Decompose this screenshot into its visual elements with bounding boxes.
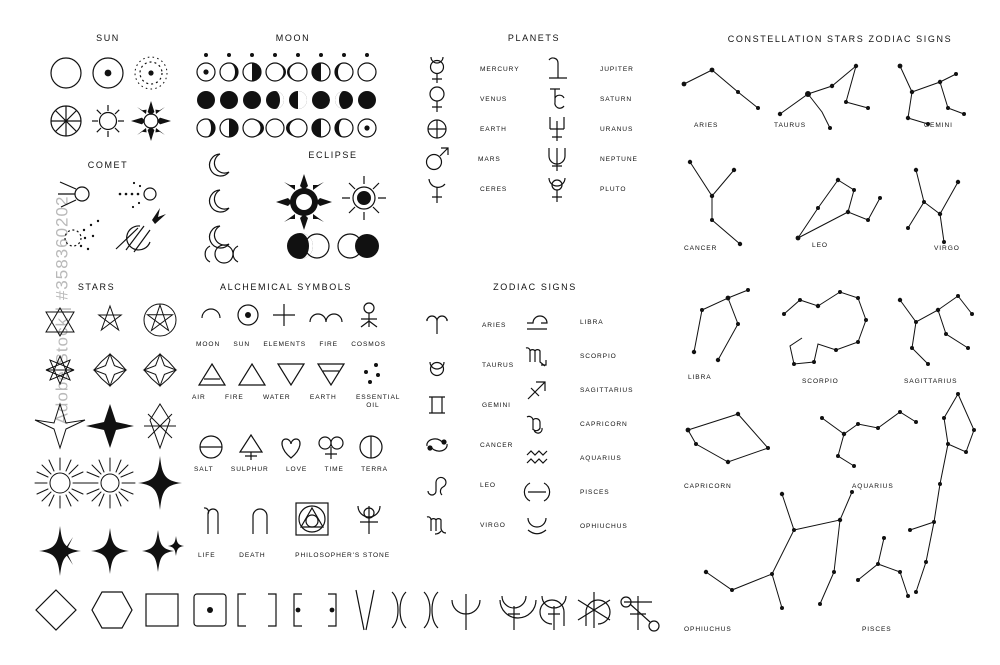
aries-glyph — [420, 314, 454, 336]
alchemical-item-life[interactable] — [200, 502, 226, 536]
planet-label: MARS — [478, 155, 501, 163]
section-title-comet: COMET — [87, 160, 129, 170]
zodiac-label: OPHIUCHUS — [580, 522, 628, 530]
sagittarius-glyph — [520, 378, 554, 402]
constellation-label-cancer: CANCER — [684, 245, 718, 252]
scorpio-glyph — [520, 344, 554, 368]
ceres-glyph — [420, 173, 454, 205]
label-air: AIR — [192, 394, 206, 401]
alchemical-row-3-labels — [194, 466, 388, 473]
alchemical-item-philosophers-stone[interactable] — [293, 500, 331, 538]
alchemical-item-elements[interactable] — [269, 300, 299, 330]
label-earth: EARTH — [309, 394, 337, 401]
constellation-label-gemini: GEMINI — [924, 122, 953, 129]
saturn-glyph — [540, 84, 574, 114]
zodiac-column-right — [520, 305, 633, 543]
label-cosmos: COSMOS — [351, 341, 386, 348]
alchemical-item-cosmos[interactable] — [352, 300, 386, 334]
alchemical-row-1 — [196, 300, 386, 334]
zodiac-virgo[interactable] — [420, 505, 514, 545]
label-time: TIME — [324, 466, 344, 473]
moon-phase-icons — [196, 50, 396, 140]
alchemical-row-4-labels — [198, 552, 390, 559]
zodiac-label: GEMINI — [482, 401, 511, 409]
planet-label: URANUS — [600, 125, 634, 133]
constellation-label-leo: LEO — [812, 242, 828, 249]
watermark: Adobe Stock | #358360202 — [52, 195, 72, 425]
zodiac-aquarius[interactable] — [520, 441, 633, 475]
comet-icons — [40, 176, 180, 256]
label-essential-oil: ESSENTIAL OIL — [355, 394, 401, 409]
constellation-label-ophiuchus: OPHIUCHUS — [684, 626, 732, 633]
planet-label: SATURN — [600, 95, 633, 103]
jupiter-glyph — [540, 54, 574, 84]
zodiac-label: SAGITTARIUS — [580, 386, 634, 394]
zodiac-label: LIBRA — [580, 318, 604, 326]
section-title-moon: MOON — [275, 33, 311, 43]
zodiac-label: PISCES — [580, 488, 610, 496]
label-death: DEATH — [239, 552, 266, 559]
leo-glyph — [420, 473, 454, 497]
zodiac-cancer[interactable] — [420, 425, 514, 465]
zodiac-aries[interactable] — [420, 305, 514, 345]
alchemical-item-fire-arcs[interactable] — [306, 300, 346, 330]
constellation-label-scorpio: SCORPIO — [802, 378, 839, 385]
planet-earth[interactable] — [420, 114, 520, 144]
section-title-zodiac: ZODIAC SIGNS — [493, 282, 577, 292]
pluto-glyph — [540, 173, 574, 205]
constellation-label-aries: ARIES — [694, 122, 719, 129]
zodiac-label: CANCER — [480, 441, 514, 449]
zodiac-taurus[interactable] — [420, 345, 514, 385]
alchemical-row-4 — [200, 500, 386, 538]
constellation-label-aquarius: AQUARIUS — [852, 483, 894, 490]
alchemical-row-3 — [196, 432, 386, 462]
zodiac-label: SCORPIO — [580, 352, 617, 360]
sun-icons — [44, 53, 174, 153]
label-philosophers-stone: PHILOSOPHER'S STONE — [295, 552, 390, 559]
zodiac-label: ARIES — [482, 321, 507, 329]
alchemical-row-1-labels — [196, 341, 386, 348]
label-terra: TERRA — [361, 466, 388, 473]
zodiac-label: CAPRICORN — [580, 420, 628, 428]
zodiac-label: LEO — [480, 481, 496, 489]
alchemical-item-love[interactable] — [276, 432, 306, 462]
zodiac-leo[interactable] — [420, 465, 514, 505]
constellation-label-sagittarius: SAGITTARIUS — [904, 378, 958, 385]
label-salt: SALT — [194, 466, 214, 473]
planet-label: PLUTO — [600, 185, 627, 193]
section-title-eclipse: ECLIPSE — [308, 150, 358, 160]
gemini-glyph — [420, 393, 454, 417]
label-fire: FIRE — [319, 341, 338, 348]
venus-glyph — [420, 84, 454, 114]
zodiac-pisces[interactable] — [520, 475, 633, 509]
mars-glyph — [420, 145, 454, 173]
bottom-glyph-strip-right — [490, 588, 670, 648]
alchemical-item-sulphur[interactable] — [236, 432, 266, 462]
planet-mercury[interactable] — [420, 54, 520, 84]
alchemical-item-sun[interactable] — [233, 300, 263, 330]
label-moon: MOON — [196, 341, 221, 348]
alchemical-item-air[interactable] — [196, 360, 228, 388]
planet-label: VENUS — [480, 95, 508, 103]
zodiac-scorpio[interactable] — [520, 339, 633, 373]
libra-glyph — [520, 311, 554, 333]
alchemical-item-terra[interactable] — [356, 432, 386, 462]
pisces-glyph — [520, 480, 554, 504]
section-title-stars: STARS — [77, 282, 116, 292]
alchemical-row-2 — [196, 360, 386, 388]
mercury-glyph — [420, 52, 454, 86]
constellation-label-taurus: TAURUS — [774, 122, 807, 129]
zodiac-ophiuchus[interactable] — [520, 509, 633, 543]
zodiac-libra[interactable] — [520, 305, 633, 339]
section-title-sun: SUN — [96, 33, 120, 43]
planet-label: JUPITER — [600, 65, 634, 73]
label-fire-tri: FIRE — [225, 394, 244, 401]
alchemical-row-2-labels — [192, 394, 401, 410]
constellation-label-capricorn: CAPRICORN — [684, 483, 732, 490]
planet-jupiter[interactable] — [540, 54, 638, 84]
section-title-alchemical: ALCHEMICAL SYMBOLS — [220, 282, 352, 292]
ophiuchus-glyph — [520, 514, 554, 538]
label-elements: ELEMENTS — [263, 341, 307, 348]
section-title-planets: PLANETS — [507, 33, 561, 43]
alchemical-item-salt[interactable] — [196, 432, 226, 462]
eclipse-icons — [272, 172, 392, 262]
alchemical-item-death[interactable] — [247, 502, 273, 536]
label-water: WATER — [262, 394, 291, 401]
planet-mars[interactable] — [420, 144, 520, 174]
zodiac-sagittarius[interactable] — [520, 373, 633, 407]
constellation-label-pisces: PISCES — [862, 626, 892, 633]
taurus-glyph — [420, 353, 454, 377]
stars-icons — [30, 298, 190, 568]
planets-column-left — [420, 54, 520, 204]
zodiac-label: AQUARIUS — [580, 454, 622, 462]
alchemical-item-fire[interactable] — [236, 360, 268, 388]
alchemical-item-earth[interactable] — [315, 360, 347, 388]
zodiac-label: VIRGO — [480, 521, 506, 529]
label-life: LIFE — [198, 552, 216, 559]
planet-label: MERCURY — [480, 65, 520, 73]
virgo-glyph — [420, 513, 454, 537]
planet-venus[interactable] — [420, 84, 520, 114]
planet-saturn[interactable] — [540, 84, 638, 114]
planet-label: NEPTUNE — [600, 155, 638, 163]
label-sun: SUN — [233, 341, 251, 348]
label-love: LOVE — [285, 466, 308, 473]
neptune-glyph — [540, 143, 574, 175]
capricorn-glyph — [520, 412, 554, 436]
uranus-glyph — [540, 113, 574, 145]
planet-label: CERES — [480, 185, 508, 193]
alchemical-item-essential-oil[interactable] — [354, 360, 386, 388]
alchemical-item-moon[interactable] — [196, 300, 226, 330]
aquarius-glyph — [520, 447, 554, 469]
planet-neptune[interactable] — [540, 144, 638, 174]
earth-glyph — [420, 116, 454, 142]
cancer-glyph — [420, 434, 454, 456]
zodiac-column-left — [420, 305, 514, 545]
alchemical-item-extra-glyph[interactable] — [352, 500, 386, 538]
constellation-grid — [672, 52, 992, 642]
alchemical-item-time[interactable] — [316, 432, 346, 462]
alchemical-item-water[interactable] — [275, 360, 307, 388]
section-title-constellations: CONSTELLATION STARS ZODIAC SIGNS — [727, 34, 953, 44]
zodiac-gemini[interactable] — [420, 385, 514, 425]
zodiac-label: TAURUS — [482, 361, 515, 369]
planets-column-right — [540, 54, 638, 204]
moon-crescent-column — [196, 150, 256, 270]
planet-label: EARTH — [480, 125, 507, 133]
constellation-label-libra: LIBRA — [688, 374, 712, 381]
planet-ceres[interactable] — [420, 174, 520, 204]
planet-pluto[interactable] — [540, 174, 638, 204]
constellation-label-virgo: VIRGO — [934, 245, 960, 252]
label-sulphur: SULPHUR — [230, 466, 269, 473]
planet-uranus[interactable] — [540, 114, 638, 144]
zodiac-capricorn[interactable] — [520, 407, 633, 441]
